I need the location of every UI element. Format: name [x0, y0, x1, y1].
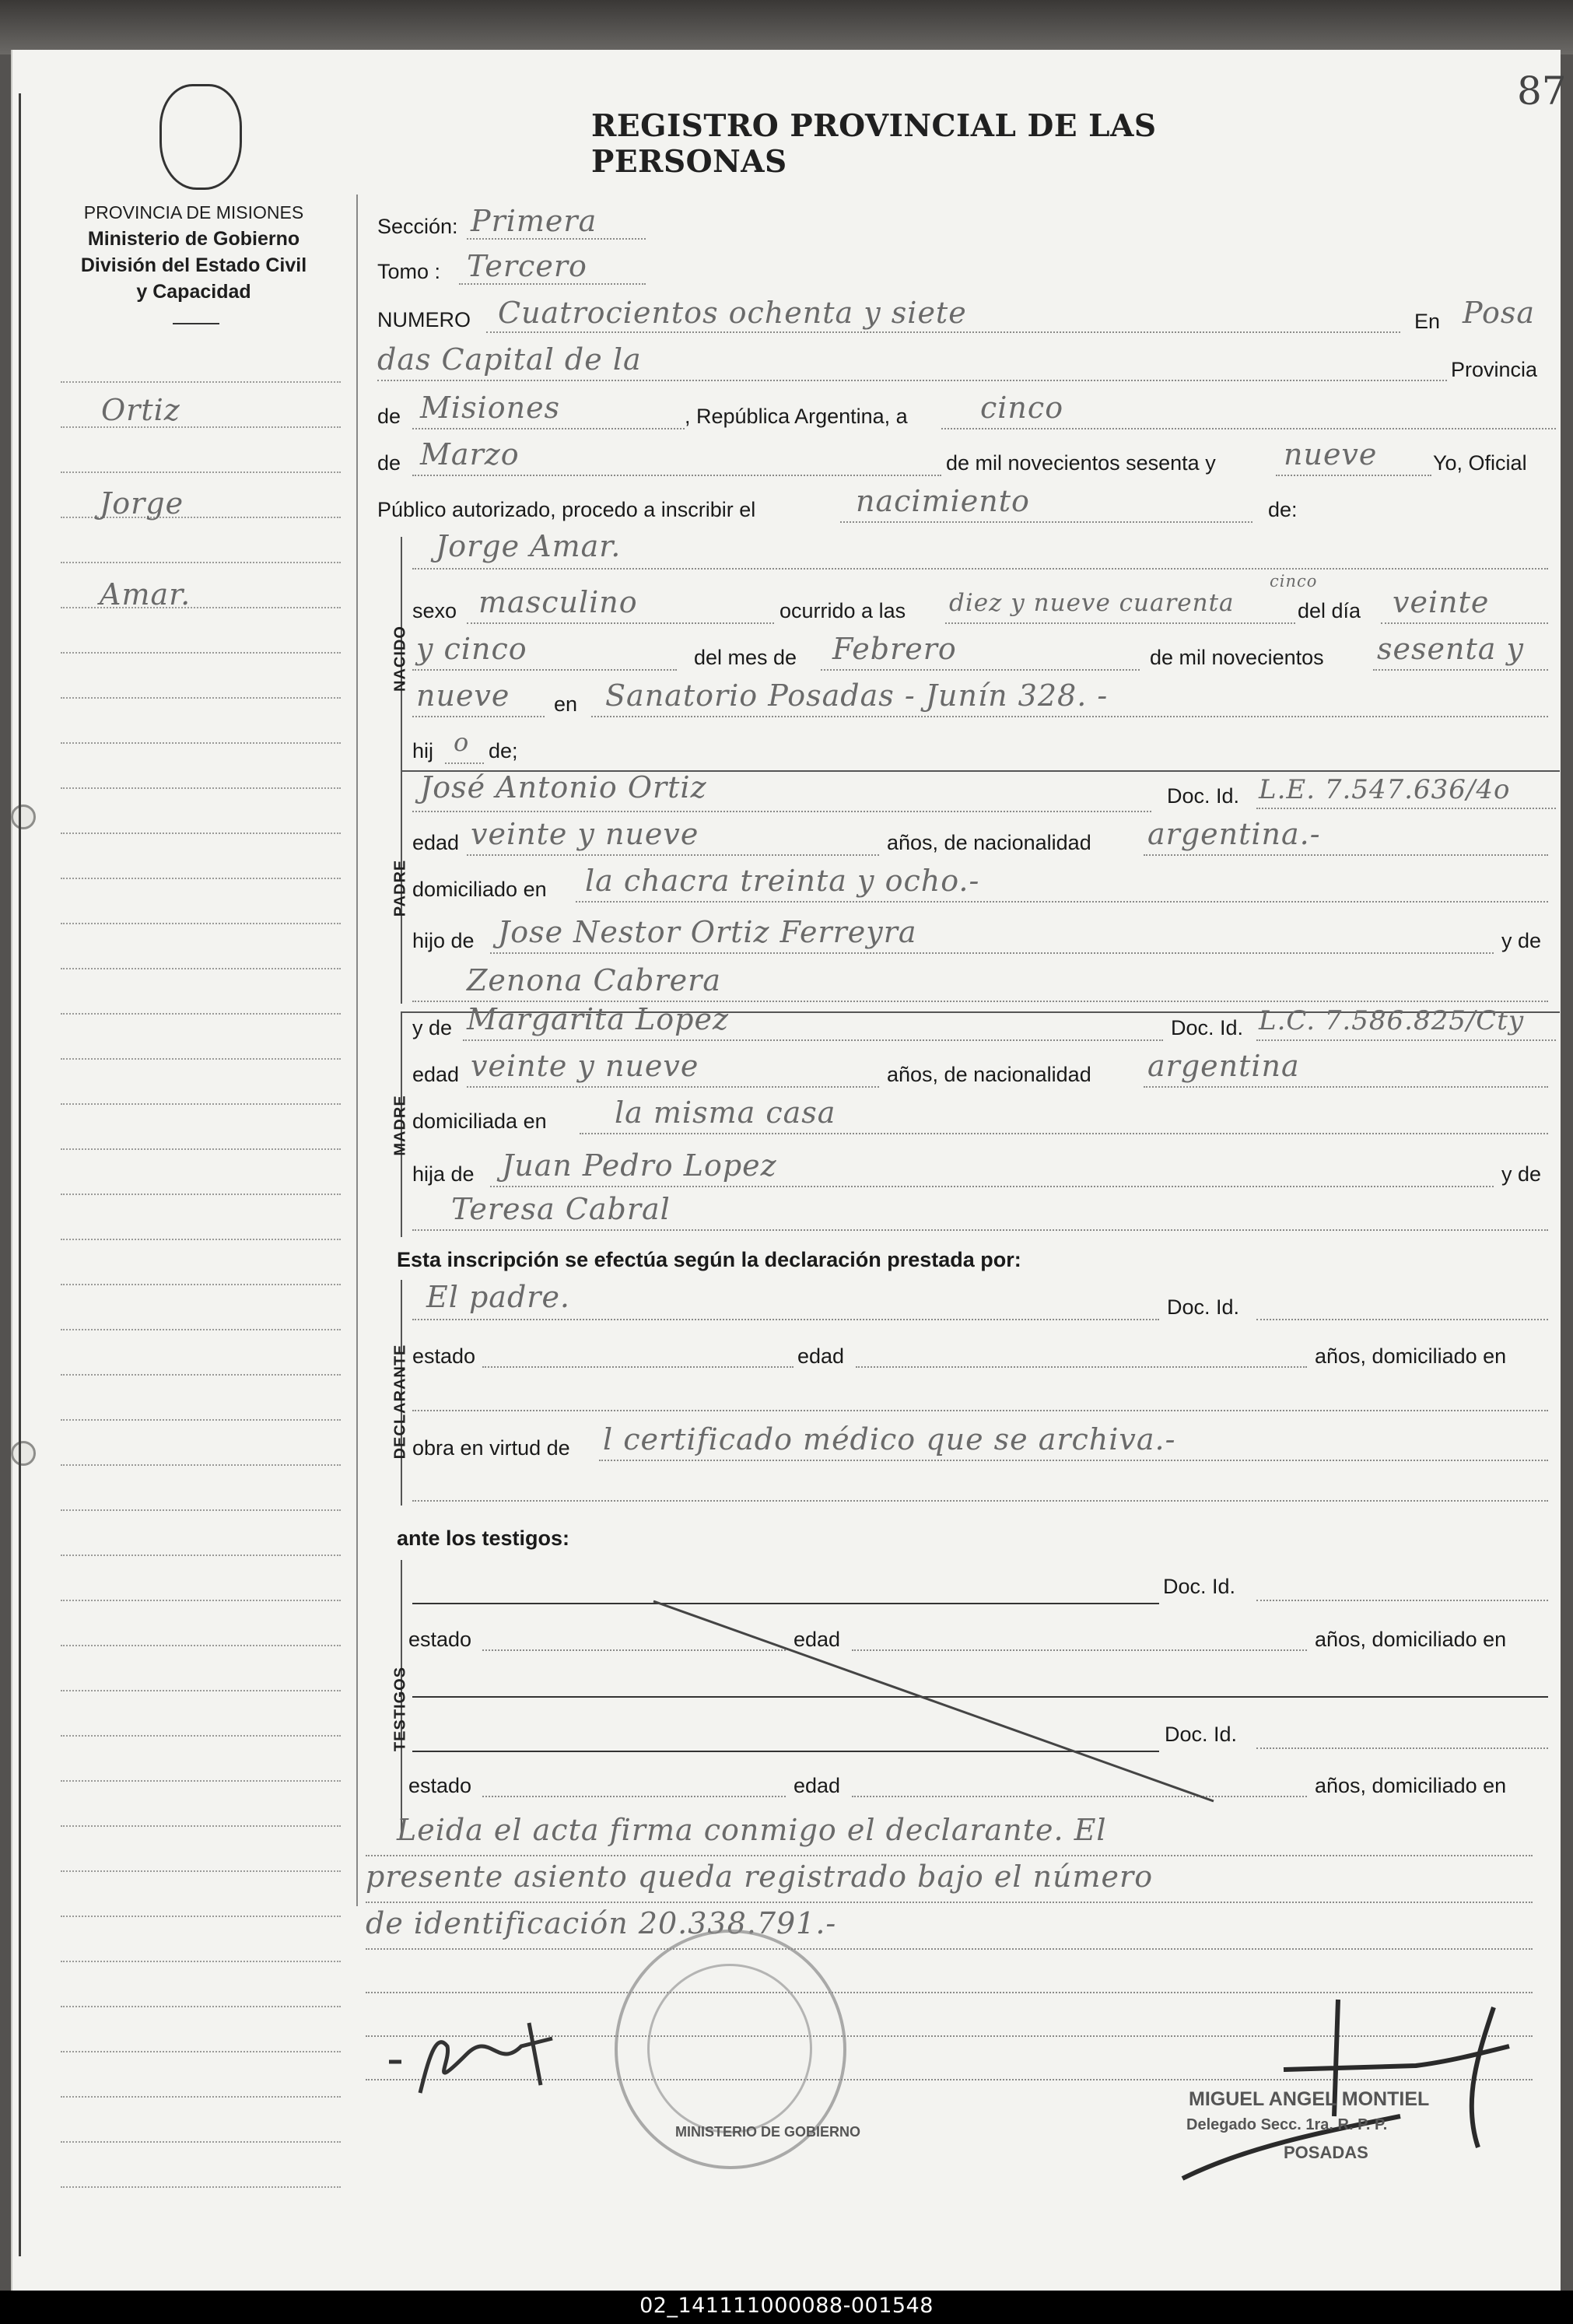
numero-value: Cuatrocientos ochenta y siete	[498, 296, 967, 330]
numero-label: NUMERO	[377, 308, 471, 331]
declarante-doc-label: Doc. Id.	[1167, 1295, 1240, 1319]
madre-nombre: Margarita Lopez	[467, 1002, 729, 1036]
padre-section-label: PADRE	[391, 859, 409, 917]
margin-given-name-2: Amar.	[100, 577, 191, 612]
sexo-label: sexo	[412, 599, 457, 622]
obra-label: obra en virtud de	[412, 1436, 570, 1460]
testigo1-dom-label: años, domiciliado en	[1315, 1628, 1507, 1651]
padre-padre-de: Jose Nestor Ortiz Ferreyra	[498, 915, 917, 949]
seccion-label: Sección:	[377, 215, 458, 238]
publico-label: Público autorizado, procedo a inscribir el	[377, 498, 756, 521]
republica-label: , República Argentina, a	[685, 405, 908, 428]
padre-madre-de: Zenona Cabrera	[467, 963, 721, 997]
dia-acta-value: cinco	[980, 391, 1064, 425]
nacido-section-label: NACIDO	[391, 626, 409, 692]
sexo-value: masculino	[478, 585, 638, 619]
padre-nombre: José Antonio Ortiz	[420, 770, 707, 804]
de-colon-label: de:	[1268, 498, 1298, 521]
anio-value-2: nueve	[416, 678, 510, 713]
division-name: División del Estado Civil	[80, 254, 307, 276]
en-value-2: das Capital de la	[377, 342, 642, 377]
seccion-value: Primera	[471, 204, 597, 238]
madre-nac-label: años, de nacionalidad	[887, 1063, 1091, 1086]
margin-surname: Ortiz	[101, 393, 180, 427]
madre-padre-de: Juan Pedro Lopez	[502, 1148, 777, 1183]
declarante-dom-label: años, domiciliado en	[1315, 1344, 1507, 1368]
province-name: PROVINCIA DE MISIONES	[83, 202, 304, 223]
declarant-signature	[373, 2000, 607, 2124]
mes-label: del mes de	[694, 646, 797, 669]
padre-dom-value: la chacra treinta y ocho.-	[585, 864, 980, 898]
de-label: de	[377, 405, 401, 428]
del-dia-label: del día	[1298, 599, 1361, 622]
madre-nac-value: argentina	[1147, 1049, 1300, 1083]
declarante-edad-label: edad	[797, 1344, 845, 1368]
madre-yde2-label: y de	[1501, 1162, 1542, 1186]
hij-de-label: de;	[489, 739, 518, 762]
acto-value: nacimiento	[856, 484, 1030, 518]
official-city: POSADAS	[1284, 2143, 1368, 2162]
notes-line-3: de identificación 20.338.791.-	[366, 1906, 837, 1940]
padre-yde-label: y de	[1501, 929, 1542, 952]
official-name: MIGUEL ANGEL MONTIEL	[1189, 2088, 1430, 2110]
hora-value: diez y nueve cuarenta	[949, 589, 1235, 617]
en-value-1: Posa	[1463, 296, 1536, 330]
declarante-estado-label: estado	[412, 1344, 476, 1368]
notes-dotline-2	[366, 1902, 1533, 1903]
madre-hija-label: hija de	[412, 1162, 475, 1186]
division-capacity: y Capacidad	[136, 281, 251, 303]
mes-acta-value: Marzo	[420, 437, 520, 471]
dia-value: veinte	[1393, 585, 1490, 619]
obra-value: l certificado médico que se archiva.-	[603, 1422, 1176, 1456]
notes-line-2: presente asiento queda registrado bajo el número	[366, 1860, 1154, 1894]
lugar-value: Sanatorio Posadas - Junín 328. -	[605, 678, 1109, 713]
mil-novecientos-nac-label: de mil novecientos	[1150, 646, 1324, 669]
tomo-value: Tercero	[467, 249, 587, 283]
notes-dotline-3	[366, 1948, 1533, 1950]
hij-label: hij	[412, 739, 434, 762]
padre-nac-value: argentina.-	[1147, 817, 1321, 851]
dia-value-2: y cinco	[416, 632, 527, 666]
image-identifier: 02_141111000088-001548	[639, 2294, 934, 2318]
testigo1-doc-label: Doc. Id.	[1163, 1575, 1236, 1598]
padre-nac-label: años, de nacionalidad	[887, 831, 1091, 854]
declarante-section-label: DECLARANTE	[391, 1344, 409, 1460]
page-number: 87	[1517, 68, 1567, 114]
madre-dom-label: domiciliada en	[412, 1109, 547, 1133]
madre-dom-value: la misma casa	[615, 1095, 836, 1130]
official-title: Delegado Secc. 1ra. R. P. P.	[1186, 2116, 1388, 2133]
testigo1-estado-label: estado	[408, 1628, 472, 1651]
page-title: REGISTRO PROVINCIAL DE LAS PERSONAS	[591, 108, 1157, 180]
madre-section-label: MADRE	[391, 1095, 409, 1156]
madre-doc-value: L.C. 7.586.825/Cty	[1259, 1005, 1525, 1036]
testigos-section-label: TESTIGOS	[391, 1666, 409, 1752]
testigo2-dom-label: años, domiciliado en	[1315, 1774, 1507, 1797]
yo-oficial-label: Yo, Oficial	[1433, 451, 1527, 475]
declarante-intro: Esta inscripción se efectúa según la declaración prestada por:	[397, 1248, 1021, 1271]
madre-yde-label: y de	[412, 1016, 453, 1039]
padre-hijo-label: hijo de	[412, 929, 475, 952]
hij-value: o	[454, 727, 470, 757]
provincia-value: Misiones	[420, 391, 561, 425]
mes-value: Febrero	[832, 632, 957, 666]
anio-acta-value: nueve	[1284, 437, 1378, 471]
padre-doc-label: Doc. Id.	[1167, 784, 1240, 808]
madre-doc-label: Doc. Id.	[1171, 1016, 1244, 1039]
seal-text: MINISTERIO DE GOBIERNO	[675, 2124, 861, 2140]
padre-dom-label: domiciliado en	[412, 878, 547, 901]
ocurrido-label: ocurrido a las	[779, 599, 906, 622]
madre-madre-de: Teresa Cabral	[451, 1192, 671, 1226]
padre-doc-value: L.E. 7.547.636/4o	[1259, 774, 1511, 805]
testigo1-edad-label: edad	[794, 1628, 841, 1651]
hora-superscript: cinco	[1270, 572, 1318, 591]
provincia-label: Provincia	[1451, 358, 1538, 381]
testigo2-edad-label: edad	[794, 1774, 841, 1797]
mil-novecientos-label: de mil novecientos sesenta y	[946, 451, 1216, 475]
margin-given-name-1: Jorge	[100, 486, 184, 521]
madre-edad-label: edad	[412, 1063, 460, 1086]
nacido-nombre: Jorge Amar.	[436, 529, 622, 563]
madre-edad-value: veinte y nueve	[471, 1049, 699, 1083]
en-label: En	[1414, 310, 1441, 333]
testigos-intro: ante los testigos:	[397, 1527, 570, 1550]
declarante-nombre: El padre.	[426, 1280, 571, 1314]
de-label-2: de	[377, 451, 401, 475]
padre-edad-value: veinte y nueve	[471, 817, 699, 851]
notes-line-1: Leida el acta firma conmigo el declarante. El	[397, 1813, 1107, 1847]
notes-dotline-1	[366, 1855, 1533, 1856]
testigo2-doc-label: Doc. Id.	[1165, 1723, 1238, 1746]
ministry-name: Ministerio de Gobierno	[87, 228, 300, 250]
tomo-label: Tomo :	[377, 260, 441, 283]
padre-edad-label: edad	[412, 831, 460, 854]
lugar-en-label: en	[554, 692, 578, 716]
testigo2-estado-label: estado	[408, 1774, 472, 1797]
anio-value: sesenta y	[1377, 632, 1524, 666]
